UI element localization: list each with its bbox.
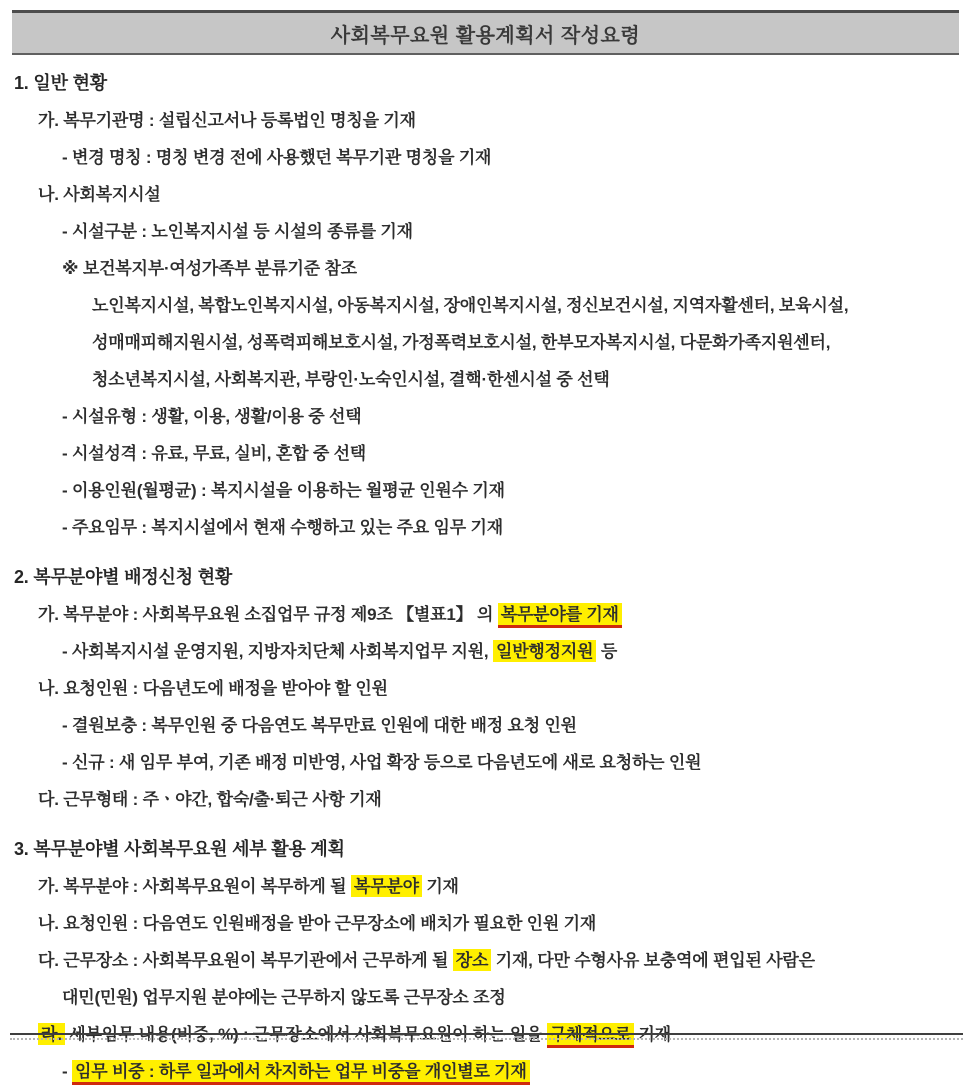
section-2-heading-text: 2. 복무분야별 배정신청 현황 [14, 567, 233, 587]
doc-line [0, 905, 971, 942]
document-page [0, 10, 971, 1081]
line-text: 나. 사회복지시설 [38, 185, 161, 204]
line-text: 세부임무 내용(비중, %) : 근무장소에서 사회복무요원이 하는 일을 [64, 1025, 547, 1044]
doc-line [0, 707, 971, 744]
doc-line [0, 781, 971, 818]
doc-line [0, 942, 971, 979]
highlighted-text: 임무 비중 : 하루 일과에서 차지하는 업무 비중을 개인별로 기재 [72, 1060, 530, 1085]
facility-list-line [0, 361, 971, 398]
section-3-heading [0, 831, 971, 868]
line-text: - 변경 명칭 : 명칭 변경 전에 사용했던 복무기관 명칭을 기재 [62, 148, 492, 167]
doc-line [0, 670, 971, 707]
highlighted-text: 장소 [453, 949, 491, 971]
doc-line [0, 472, 971, 509]
doc-line [0, 868, 971, 905]
doc-line [0, 213, 971, 250]
line-text: - 시설유형 : 생활, 이용, 생활/이용 중 선택 [62, 407, 362, 426]
doc-line [0, 744, 971, 781]
line-text: - [62, 1062, 72, 1081]
line-text: - 결원보충 : 복무인원 중 다음연도 복무만료 인원에 대한 배정 요청 인원 [62, 716, 577, 735]
line-text: 대민(민원) 업무지원 분야에는 근무하지 않도록 근무장소 조정 [62, 988, 506, 1007]
highlighted-text: 복무분야 [351, 875, 422, 897]
line-text: - 신규 : 새 임무 부여, 기존 배정 미반영, 사업 확장 등으로 다음년도에 새로 요청하는 인원 [62, 753, 702, 772]
document-title-bar [12, 10, 959, 55]
facility-list-line [0, 287, 971, 324]
line-text: - 시설구분 : 노인복지시설 등 시설의 종류를 기재 [62, 222, 413, 241]
line-text: 다. 근무형태 : 주ㆍ야간, 합숙/출·퇴근 사항 기재 [38, 790, 382, 809]
line-text: 기재 [633, 1025, 671, 1044]
line-text: 기재 [421, 877, 459, 896]
line-text: 노인복지시설, 복합노인복지시설, 아동복지시설, 장애인복지시설, 정신보건시설, 지역자활센터, 보육시설, [92, 296, 849, 315]
doc-line [0, 139, 971, 176]
line-text: 등 [596, 642, 618, 661]
doc-line [0, 633, 971, 670]
document-title: 사회복무요원 활용계획서 작성요령 [330, 24, 641, 47]
highlighted-text: 일반행정지원 [493, 640, 596, 662]
doc-line-reference-note [0, 250, 971, 287]
section-3-heading-text: 3. 복무분야별 사회복무요원 세부 활용 계획 [14, 839, 345, 859]
doc-line [0, 102, 971, 139]
bottom-rule [10, 1033, 963, 1040]
document-body [0, 61, 971, 1090]
line-text: 기재, 다만 수형사유 보충역에 편입된 사람은 [491, 951, 815, 970]
line-text: 가. 복무분야 : 사회복무요원 소집업무 규정 제9조 【별표1】 의 [38, 605, 498, 624]
line-text: 나. 요청인원 : 다음연도 인원배정을 받아 근무장소에 배치가 필요한 인원 기재 [38, 914, 597, 933]
line-text: 나. 요청인원 : 다음년도에 배정을 받아야 할 인원 [38, 679, 388, 698]
doc-line [0, 1053, 971, 1090]
line-text: - 사회복지시설 운영지원, 지방자치단체 사회복지업무 지원, [62, 642, 493, 661]
line-text: 가. 복무기관명 : 설립신고서나 등록법인 명칭을 기재 [38, 111, 416, 130]
doc-line [0, 176, 971, 213]
section-1-heading [0, 65, 971, 102]
highlighted-text: 복무분야를 기재 [498, 603, 622, 628]
doc-line [0, 398, 971, 435]
line-text: 다. 근무장소 : 사회복무요원이 복무기관에서 근무하게 될 [38, 951, 453, 970]
doc-line [0, 435, 971, 472]
doc-line [0, 509, 971, 546]
facility-list-line [0, 324, 971, 361]
highlighted-text: 구체적으로 [547, 1023, 634, 1048]
line-text: 청소년복지시설, 사회복지관, 부랑인·노숙인시설, 결핵·한센시설 중 선택 [92, 370, 610, 389]
line-text: ※ 보건복지부·여성가족부 분류기준 참조 [62, 259, 357, 278]
line-text: - 이용인원(월평균) : 복지시설을 이용하는 월평균 인원수 기재 [62, 481, 505, 500]
section-1-heading-text: 1. 일반 현황 [14, 73, 107, 93]
doc-line [0, 979, 971, 1016]
line-text: - 시설성격 : 유료, 무료, 실비, 혼합 중 선택 [62, 444, 367, 463]
line-text: 가. 복무분야 : 사회복무요원이 복무하게 될 [38, 877, 351, 896]
highlighted-text: 라. [38, 1023, 65, 1045]
line-text: - 주요임무 : 복지시설에서 현재 수행하고 있는 주요 임무 기재 [62, 518, 503, 537]
doc-line [0, 596, 971, 633]
section-2-heading [0, 559, 971, 596]
line-text: 성매매피해지원시설, 성폭력피해보호시설, 가정폭력보호시설, 한부모자복지시설, 다문화가족지원센터, [92, 333, 831, 352]
